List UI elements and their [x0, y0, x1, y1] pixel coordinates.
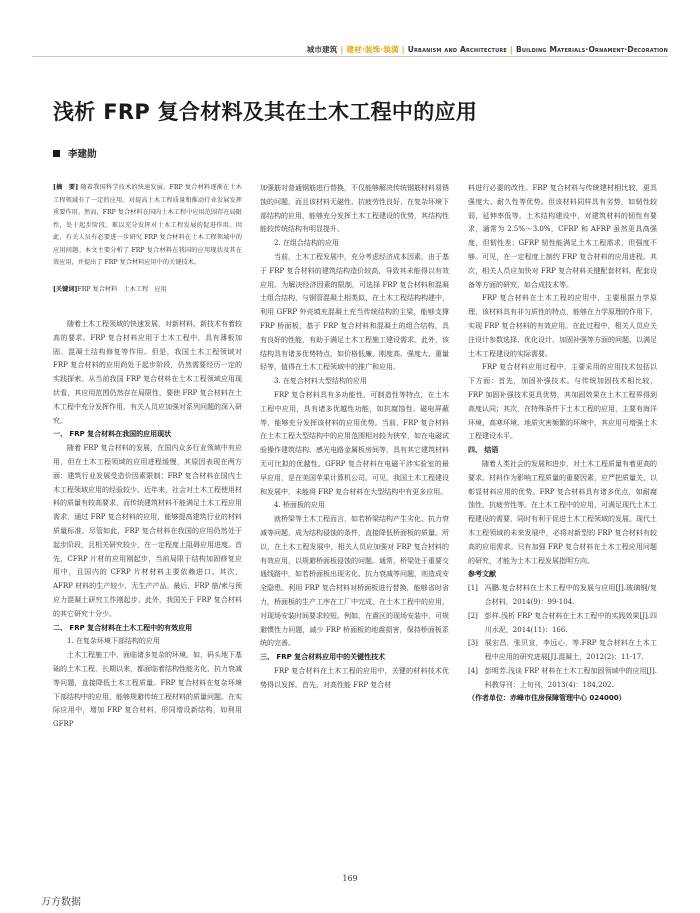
paragraph: 随着人类社会的发展和进步，对土木工程质量有着更高的要求。材料作为影响工程质量的重要因素，应严把质量关，以彰显材料应用的优势。FRP 复合材料具有诸多优点，如耐腐蚀性、抗疲劳性等。在土木工程中的应用，可满足现代土木工程建设的需要，同时有利于促进土木工程领域的发展。现代土木工程领域的未来发展中，必将对新型的 FRP 复合材料有较高的应用需求。只有加强 FRP 复合材料在土木工程应用问题的研究，才能为土木工程发展指明方向。 — [468, 459, 657, 565]
paragraph: FRP 复合材料应用过程中，主要采用的应用技术包括以下方面：首先，加固补强技术。与传统加固技术相比较，FRP 加固补强技术更具优势，其加固效果在土木工程界得到高度认同；其次，在特殊条件下土木工程的应用，主要有海洋环境、高寒环境、地质灾害频繁的环境中，其应用可增强土木工程建设水平。 — [468, 363, 657, 441]
page-number: 169 — [342, 874, 358, 883]
section-heading-4: 四、 结语 — [468, 446, 499, 455]
watermark: 万方数据 — [41, 897, 81, 908]
header-english-2: Building Materials·Ornament·Decoration — [515, 45, 668, 54]
paragraph: FRP 复合材料具有多功能性、可制造性等特点，在土木工程中应用，具有诸多优越性功能，如抗腐蚀性、磁电屏蔽等，能够充分发挥该材料的应用优势。当前，FRP 复合材料在土木工程大型结构中的应用范围相对较为狭窄，如在电磁试验操作建筑结构、感光电路金属板房间等，具有其它建筑材料无可比拟的优越性。GFRP 复合材料在电磁干涉实验室的最早应用，是在美国苹果计算机公司。可见，我国土木工程建设和发展中，未能将 FRP 复合材料在大型结构中有更多应用。 — [260, 390, 449, 496]
intro-paragraph: 随着土木工程领域的快速发展，对新材料、新技术有着较高的要求。FRP 复合材料应用于土木工程中，具有薄板加固、混凝土结构修复等作用。但是，我国土木工程领域对 FRP 复合材料的应用尚处于起步阶段，仍然需要经历一定的实践探索。从当前我国 FRP 复合材料在土木工程领域应用现状看，其应用范围仍然存在局限性，要使 FRP 复合材料在土木工程中充分发挥作用，有关人员应加强对系列问题的深入研究。 — [53, 320, 242, 425]
keywords-label: [关键词] — [53, 285, 78, 293]
paragraph: 土木工程施工中，面临诸多复杂的环境。如，码头地下基础的土木工程，长期以来，都面临着结构性能劣化、抗力衰减等问题，直接降低土木工程质量。FRP 复合材料在复杂环境下部结构中的应用，能够规避传统工程材料的质量问题。在实际应用中，增加 FRP 复合材料，形同增设新结构，如利用 GFRP — [53, 651, 242, 729]
paragraph: FRP 复合材料在土木工程的应用中，关键的材料技术优势得以发挥。首先，对高性能 FRP 复合材 — [260, 666, 449, 689]
paragraph: 就桥梁等土木工程而言，如若桥梁结构产生劣化、抗力衰减等问题，成为结构侵蚀的条件，直接降低桥面板的质量。所以，在土木工程发展中，相关人员应加强对 FRP 复合材料的有效应用，以规避桥面板侵蚀的问题。通常，桥梁处于重要交通线路中，如若桥面板出现劣化、抗力衰减等问题，则造成安全隐患。利用 FRP 复合材料对桥面板进行替换，能够省时省力，桥面板的生产工序在工厂中完成，在土木工程中的应用，对现场安装时间要求较短。例如，在震区的现场安装中，可规避惯性力问题，减少 FRP 桥面板的地震损害，保持桥面板系统的完善。 — [260, 515, 449, 648]
author-name: 李建勋 — [68, 149, 97, 160]
header-english-1: Urbanism and Architecture — [407, 45, 507, 54]
article-title: 浅析 FRP 复合材料及其在土木工程中的应用 — [53, 100, 478, 124]
header-rule — [32, 56, 668, 57]
section-heading-2: 二、 FRP 复合材料在土木工程中的有效应用 — [53, 623, 193, 632]
column-2 — [260, 182, 449, 692]
section-heading-1: 一、 FRP 复合材料在我国的应用现状 — [53, 430, 172, 439]
reference-item: [1] 冯鹏.复合材料在土木工程中的发展与应用[J].玻璃钢/复合材料，2014(9)：99-104. — [468, 584, 657, 606]
column-3 — [468, 182, 657, 706]
author-bullet — [53, 150, 60, 157]
reference-item: [2] 彭样.浅析 FRP 复合材料在土木工程中的实践效果[J].四川水泥，2014(11)：166. — [468, 611, 657, 634]
subheading: 3. 在复合材料大型结构的应用 — [274, 377, 367, 386]
references-heading: 参考文献 — [468, 570, 496, 579]
abstract — [53, 182, 242, 270]
header-subsection: 建材·装饰·装潢 — [346, 45, 399, 54]
paragraph: 当前，土木工程发展中，充分考虑经济成本因素。由于基于 FRP 复合材料的建筑结构造价较高，导致其未能得以有效应用。为解决经济因素的限制，可选择 FRP 复合材料和混凝土组合结构，与钢管混凝土相类似，在土木工程结构构建中，利用 GFRP 外壳填充混凝土充当传统结构的主梁，能够支撑 FRP 桥面板，基于 FRP 复合材料和混凝土的组合结构，具有良好的性能，有助于满足土木工程施工建设需求。此外，该结构具有诸多优势特点，如价格低廉、刚度高、强度大、重量轻等，值得在土木工程领域中的推广和应用。 — [260, 252, 449, 372]
running-header: 城市建筑 | 建材·装饰·装潢 | Urbanism and Architecture | Building Materials·Ornament·Decoration — [306, 45, 668, 54]
subheading: 4. 桥面板的应用 — [274, 501, 325, 510]
abstract-text: 随着我国科学技术的快速发展，FRP 复合材料逐渐在土木工程领域有了一定的应用。对提高土木工程质量和推动行业发展发挥重要作用。然而，FRP 复合材料在国内土木工程中应用范围存在局限性，处于起步阶段。难以充分发挥对土木工程发展的促进作用。因此，有关人员有必要进一步研究 FRP 复合材料在土木工程领域中的应用问题。本文主要分析了 FRP 复合材料在我国的应用现状及其在效应用，并提出了 FRP 复合材料应用中的关键技术。 — [53, 184, 242, 266]
subheading: 1. 在复杂环境下部结构的应用 — [67, 637, 160, 646]
paragraph: FRP 复合材料在土木工程的应用中，主要根据力学原理，该材料具有非匀质性的特点，能够在力学原理的作用下，实现 FRP 复合材料的有效应用。在此过程中，相关人员应关注设计参数选择、优化设计、加固补强等方面的问题，以满足土木工程建设的实际需要。 — [468, 294, 657, 358]
paragraph: 加强筋对普通钢筋进行替换，不仅能够解决传统钢筋材料易锈蚀的问题，而且该材料无磁性、抗疲劳性良好，在复杂环境下部结构的应用，能够充分发挥土木工程建设的优势，其结构性能较传统结构有明显提升。 — [260, 184, 449, 234]
author-affiliation: （作者单位：赤峰市住房保障管理中心 024000） — [468, 694, 626, 703]
author-line — [53, 146, 97, 160]
header-section: 城市建筑 — [306, 45, 338, 54]
section-heading-3: 三、 FRP 复合材料应用中的关键性技术 — [260, 653, 386, 662]
paragraph: 料进行必要的改性。FRP 复合材料与传统建材相比较，更具强度大、耐久性等优势。但该材料同样具有劣势，如韧性较弱，延伸率低等。土木结构建设中，对建筑材料的韧性有要求，通常为 2.5%～3.0%，CFRP 和 AFRP 虽然更具高强度，但韧性差；GFRP 韧性能满足土木工程需求，但强度不够。可见，在一定程度上制约 FRP 复合材料的应用进程。其次，相关人员应加快对 FRP 复合材料关键配套材料、配套设备等方面的研究，如合成技术等。 — [468, 184, 657, 289]
keywords-text: FRP 复合材料 土木工程 应用 — [77, 285, 167, 293]
reference-item: [3] 展宏昌，张贝宣，李远心，等.FRP 复合材料在土木工程中应用的研究进展[J].混凝土，2012(2)：11-17. — [468, 639, 657, 662]
abstract-label: [摘 要] — [53, 184, 79, 191]
column-1 — [53, 182, 242, 732]
keywords — [53, 284, 242, 297]
subheading: 2. 在组合结构的应用 — [274, 239, 339, 248]
reference-item: [4] 彭明芳.浅谈 FRP 材料在土木工程加固领域中的应用[J].科教导刊：上旬刊，2013(4)：184,202. — [468, 666, 657, 689]
paragraph: 随着 FRP 复合材料的发展，在国内众多行业领域中有应用，但在土木工程领域的应用进程缓慢，其原因表现在两方面：建筑行业发展受造价因素限制；FRP 复合材料在国内土木工程领域应用的经验较少。近年来，社会对土木工程使用材料的质量有较高要求，而传统建筑材料不能满足土木工程应用需求，通过 FRP 复合材料的应用，能够提高建筑行业的材料质量标准。尽管如此，FRP 复合材料在我国的应用仍然处于起步阶段，且相关研究较少，在一定程度上阻碍应用进度。首先，CFRP 片材的应用刚起步，当前局限于结构加固修复应用中，且国内的 CFRP 片材材料主要依赖进口。其次，AFRP 材料的生产较少，无生产产品。最后，FRP 筋/索与预应力混凝土研究工作刚起步。此外，我国关于 FRP 复合材料的其它研究十分少。 — [53, 444, 242, 618]
